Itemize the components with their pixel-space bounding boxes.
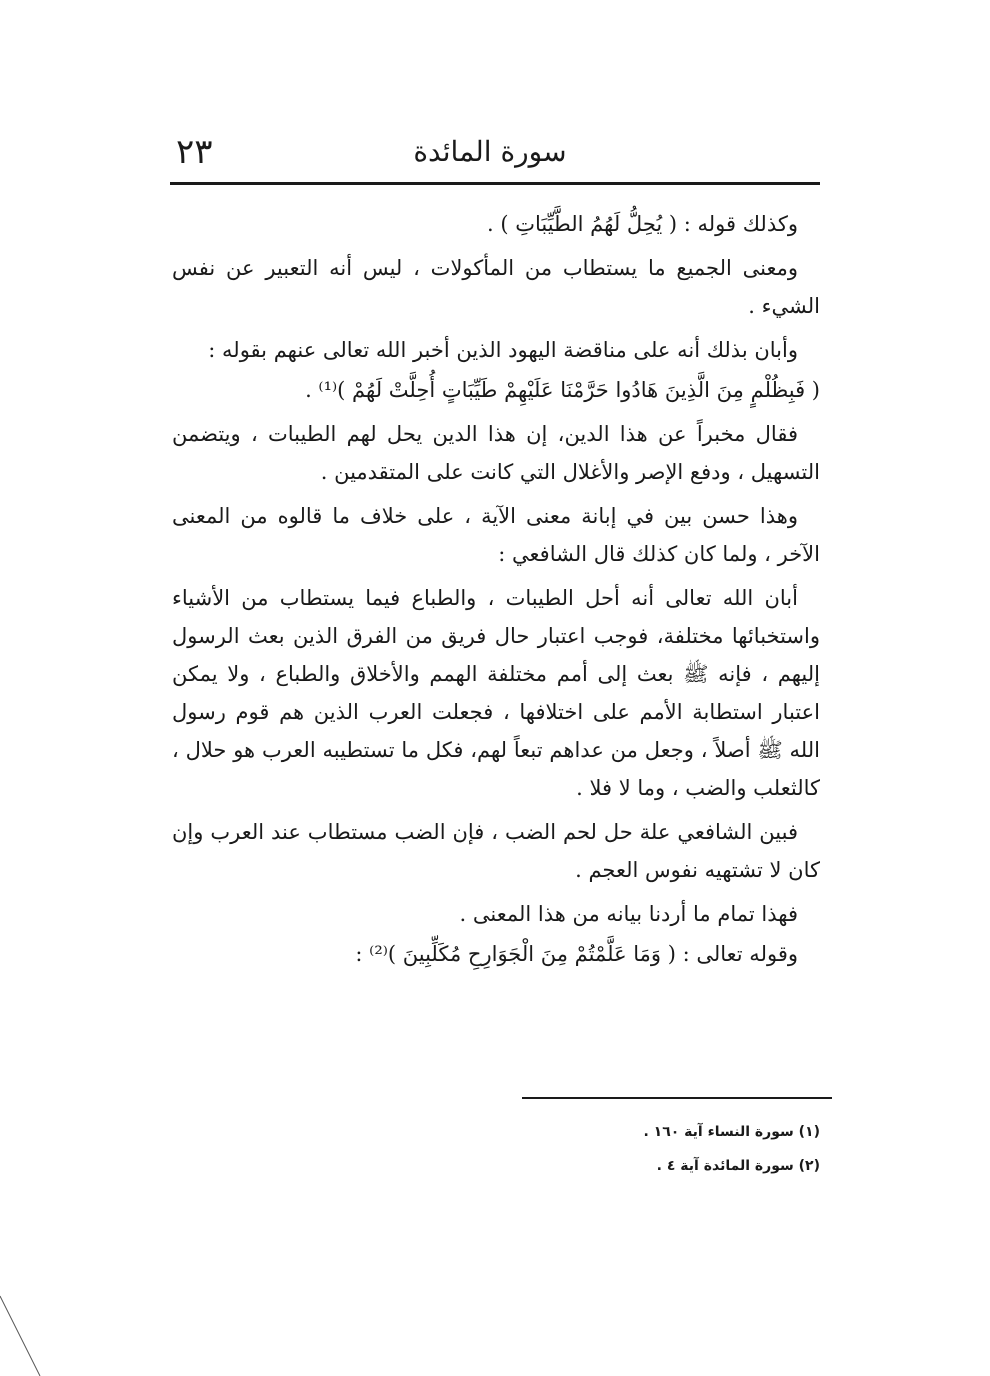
- paragraph: فبين الشافعي علة حل لحم الضب ، فإن الضب مستطاب عند العرب وإن كان لا تشتهيه نفوس العجم .: [172, 820, 820, 882]
- paragraph: أبان الله تعالى أنه أحل الطيبات ، والطباع فيما يستطاب من الأشياء واستخبائها مختلفة، فوجب اعتبار حال فريق من الفرق الذين بعث الرسول إليهم ، فإنه ﷺ بعث إلى أمم مختلفة الهمم والأخلاق والطباع ، ولا يمكن اعتبار استطابة الأمم على اختلافها ، فجعلت العرب الذين هم قوم رسول الله ﷺ أصلاً ، وجعل من عداهم تبعاً لهم، فكل ما تستطيبه العرب هو حلال ، كالثعلب والضب ، وما لا فلا .: [172, 586, 820, 800]
- footnote-rule: [522, 1097, 832, 1099]
- paragraph: وهذا حسن بين في إبانة معنى الآية ، على خلاف ما قالوه من المعنى الآخر ، ولما كان كذلك قال الشافعي :: [172, 504, 820, 566]
- scan-edge-line: [0, 1290, 70, 1376]
- quran-verse: ( فَبِظُلْمٍ مِنَ الَّذِينَ هَادُوا حَرَّمْنَا عَلَيْهِمْ طَيِّبَاتٍ أُحِلَّتْ لَهُمْ )⁽¹⁾ .: [305, 378, 820, 402]
- header-rule: [170, 182, 820, 185]
- paragraph: وقوله تعالى : ( وَمَا عَلَّمْتُمْ مِنَ الْجَوَارِحِ مُكَلِّبِينَ )⁽²⁾ :: [355, 942, 798, 966]
- footnote: (٢) سورة المائدة آية ٤ .: [656, 1158, 820, 1174]
- footnote: (١) سورة النساء آية ١٦٠ .: [643, 1124, 820, 1140]
- footnotes: [420, 1115, 820, 1183]
- paragraph: وأبان بذلك أنه على مناقضة اليهود الذين أخبر الله تعالى عنهم بقوله :: [208, 338, 798, 362]
- paragraph: وكذلك قوله : ( يُحِلُّ لَهُمُ الطَّيِّبَاتِ ) .: [486, 212, 798, 236]
- running-title: سورة المائدة: [413, 135, 567, 168]
- paragraph: فهذا تمام ما أردنا بيانه من هذا المعنى .: [459, 902, 798, 926]
- paragraph: ومعنى الجميع ما يستطاب من المأكولات ، ليس أنه التعبير عن نفس الشيء .: [172, 256, 820, 318]
- page-number: ٢٣: [176, 132, 213, 172]
- paragraph: فقال مخبراً عن هذا الدين، إن هذا الدين يحل لهم الطيبات ، ويتضمن التسهيل ، ودفع الإصر والأغلال التي كانت على المتقدمين .: [172, 422, 820, 484]
- body-text: [172, 205, 820, 979]
